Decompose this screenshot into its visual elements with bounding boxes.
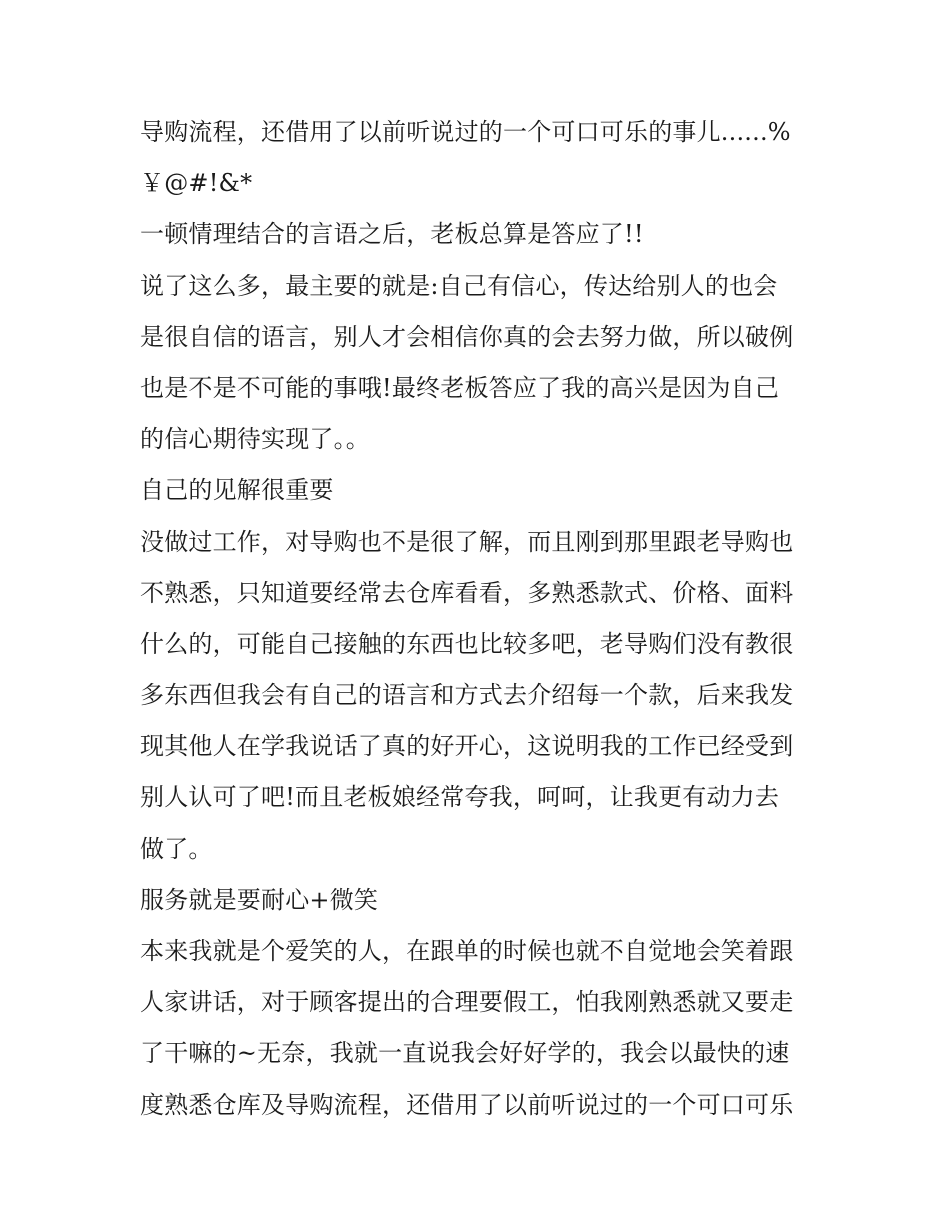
body-text bbox=[140, 107, 820, 1131]
section-heading: 自己的见解很重要 bbox=[140, 476, 334, 505]
text-line: 说了这么多，最主要的就是:自己有信心，传达给别人的也会 bbox=[140, 271, 778, 300]
text-line: 是很自信的语言，别人才会相信你真的会去努力做，所以破例 bbox=[140, 322, 794, 351]
text-line: 做了。 bbox=[140, 834, 213, 863]
text-line: 一顿情理结合的言语之后，老板总算是答应了!! bbox=[140, 220, 644, 249]
text-line: 也是不是不可能的事哦!最终老板答应了我的高兴是因为自己 bbox=[140, 373, 780, 402]
text-line: 现其他人在学我说话了真的好开心，这说明我的工作已经受到 bbox=[140, 732, 794, 761]
text-line: 度熟悉仓库及导购流程，还借用了以前听说过的一个可口可乐 bbox=[140, 1090, 794, 1119]
text-line: 的信心期待实现了。。 bbox=[140, 425, 370, 454]
text-line: 什么的，可能自己接触的东西也比较多吧，老导购们没有教很 bbox=[140, 629, 794, 658]
text-line: 不熟悉，只知道要经常去仓库看看，多熟悉款式、价格、面料 bbox=[140, 578, 794, 607]
text-line: 没做过工作，对导购也不是很了解，而且刚到那里跟老导购也 bbox=[140, 527, 794, 556]
text-line: 本来我就是个爱笑的人，在跟单的时候也就不自觉地会笑着跟 bbox=[140, 937, 794, 965]
text-line: ￥@#!&* bbox=[140, 169, 253, 198]
text-line: 人家讲话，对于顾客提出的合理要假工，怕我刚熟悉就又要走 bbox=[140, 988, 794, 1017]
text-line: 导购流程，还借用了以前听说过的一个可口可乐的事儿......% bbox=[140, 118, 791, 146]
section-heading: 服务就是要耐心+微笑 bbox=[140, 885, 379, 914]
text-line: 别人认可了吧!而且老板娘经常夸我，呵呵，让我更有动力去 bbox=[140, 783, 780, 812]
text-line: 了干嘛的~无奈，我就一直说我会好好学的，我会以最快的速 bbox=[140, 1039, 790, 1068]
text-line: 多东西但我会有自己的语言和方式去介绍每一个款，后来我发 bbox=[140, 681, 794, 710]
